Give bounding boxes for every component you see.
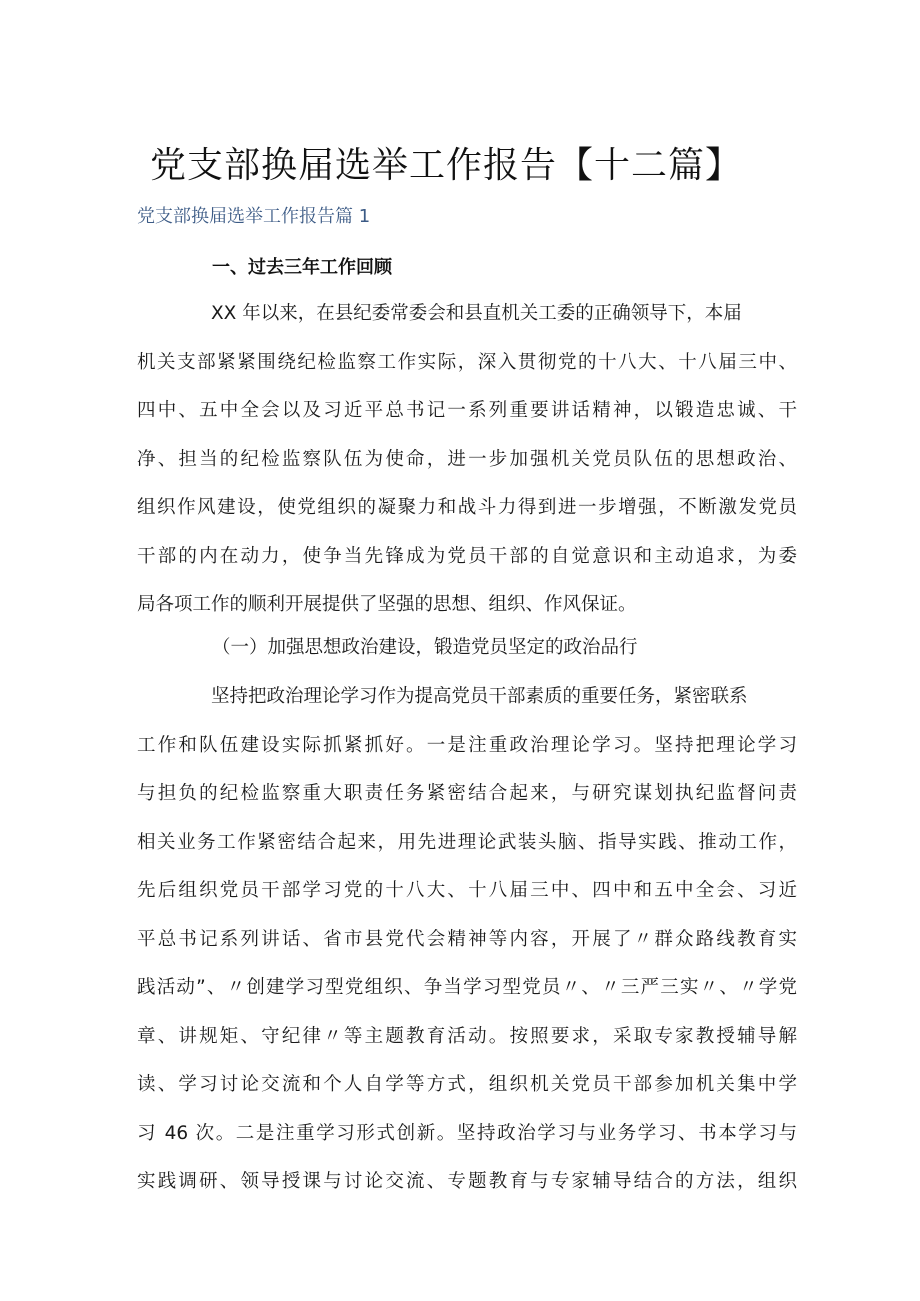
paragraph-line: 干部的内在动力，使争当先锋成为党员干部的自觉意识和主动追求，为委 xyxy=(137,545,797,567)
paragraph-line: 平总书记系列讲话、省市县党代会精神等内容，开展了〃群众路线教育实 xyxy=(137,928,797,950)
paragraph-line: 工作和队伍建设实际抓紧抓好。一是注重政治理论学习。坚持把理论学习 xyxy=(137,734,797,756)
document-title: 党支部换届选举工作报告【十二篇】 xyxy=(150,145,743,186)
paragraph-line: 读、学习讨论交流和个人自学等方式，组织机关党员干部参加机关集中学 xyxy=(137,1074,797,1095)
subheading-political-building: （一）加强思想政治建设，锻造党员坚定的政治品行 xyxy=(212,637,638,658)
paragraph-line: 章、讲规矩、守纪律〃等主题教育活动。按照要求，采取专家教授辅导解 xyxy=(137,1025,797,1047)
paragraph-1 xyxy=(137,290,797,630)
paragraph-2 xyxy=(137,673,797,1207)
paragraph-line: 局各项工作的顺利开展提供了坚强的思想、组织、作风保证。 xyxy=(137,594,637,615)
paragraph-line: 践活动”、〃创建学习型党组织、争当学习型党员〃、〃三严三实〃、〃学党 xyxy=(137,977,797,998)
paragraph-line: 四中、五中全会以及习近平总书记一系列重要讲话精神，以锻造忠诚、干 xyxy=(137,400,797,421)
paragraph-line: 组织作风建设，使党组织的凝聚力和战斗力得到进一步增强，不断激发党员 xyxy=(137,497,797,518)
heading-past-three-years: 一、过去三年工作回顾 xyxy=(212,257,392,278)
paragraph-line: 相关业务工作紧密结合起来，用先进理论武装头脑、指导实践、推动工作， xyxy=(137,831,797,853)
paragraph-line: 净、担当的纪检监察队伍为使命，进一步加强机关党员队伍的思想政治、 xyxy=(137,448,797,470)
paragraph-line: 与担负的纪检监察重大职责任务紧密结合起来，与研究谋划执纪监督问责 xyxy=(137,783,797,804)
paragraph-line: 习 46 次。二是注重学习形式创新。坚持政治学习与业务学习、书本学习与 xyxy=(137,1122,797,1144)
paragraph-line: 实践调研、领导授课与讨论交流、专题教育与专家辅导结合的方法，组织 xyxy=(137,1171,797,1192)
paragraph-line: 坚持把政治理论学习作为提高党员干部素质的重要任务，紧密联系 xyxy=(211,686,748,707)
paragraph-line: 机关支部紧紧围绕纪检监察工作实际，深入贯彻党的十八大、十八届三中、 xyxy=(137,351,797,373)
paragraph-line: 先后组织党员干部学习党的十八大、十八届三中、四中和五中全会、习近 xyxy=(137,880,797,901)
section-title: 党支部换届选举工作报告篇 1 xyxy=(137,206,371,227)
paragraph-line: XX 年以来，在县纪委常委会和县直机关工委的正确领导下，本届 xyxy=(211,303,742,324)
